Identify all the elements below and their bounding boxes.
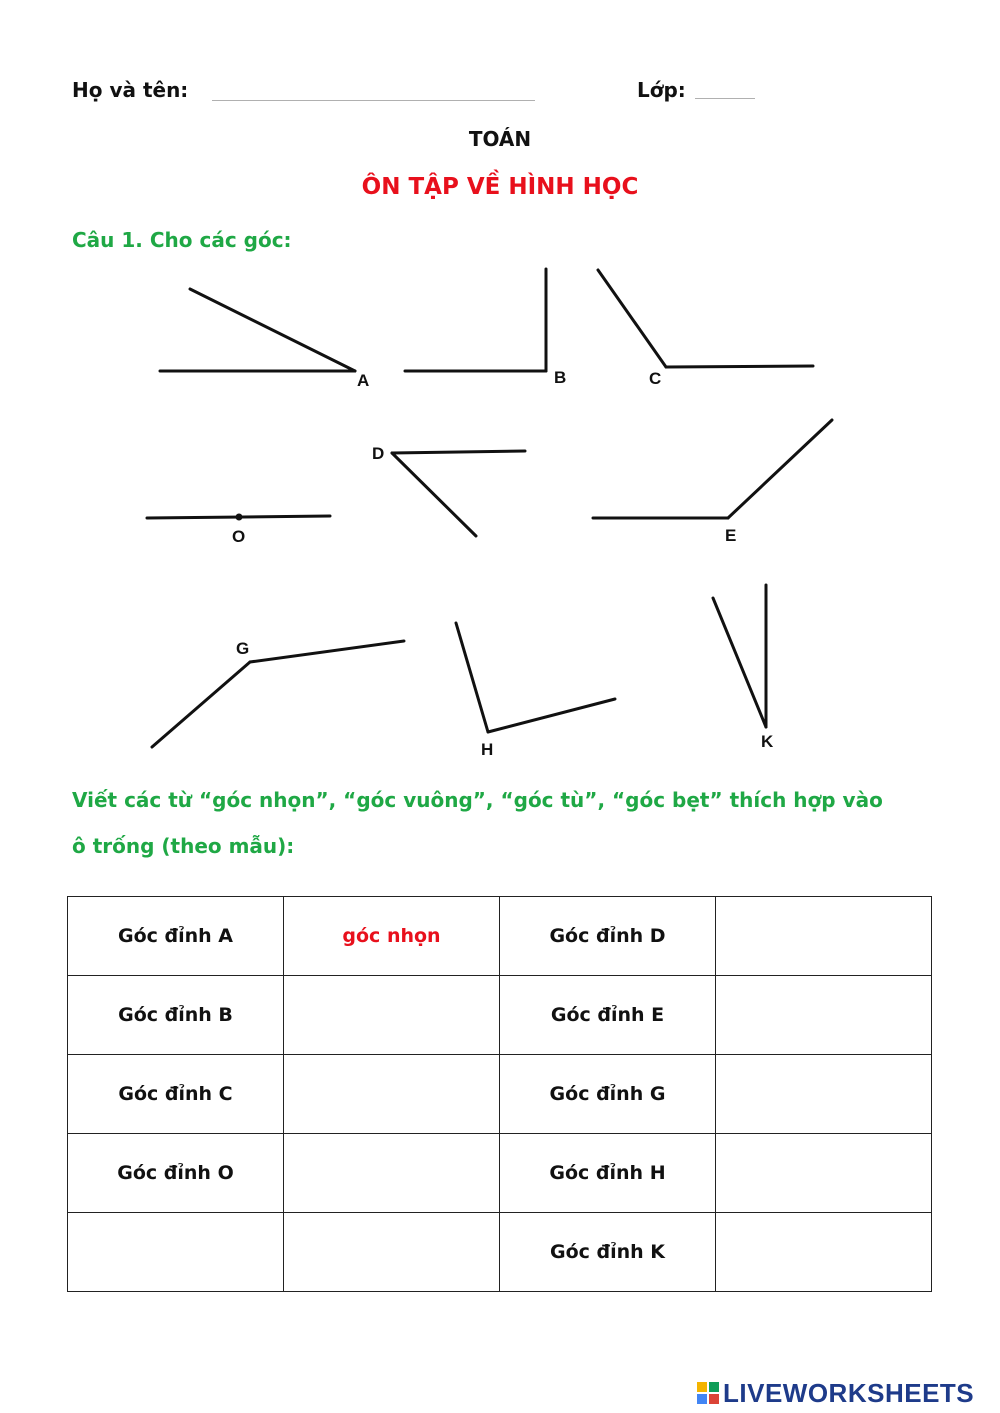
table-row [68,976,932,1055]
right-answer-cell[interactable] [716,1055,932,1134]
left-answer-cell[interactable] [284,1213,500,1292]
page-title: ÔN TẬP VỀ HÌNH HỌC [361,174,639,200]
name-input-line[interactable] [212,100,535,101]
label-a: A [357,371,370,390]
label-o: O [232,527,246,546]
angle-c [598,270,813,367]
angle-b [405,269,546,371]
angle-d [392,451,525,536]
left-label-cell: Góc đỉnh B [68,976,284,1055]
class-label: Lớp: [637,78,686,102]
table-row [68,1213,932,1292]
angle-e [593,420,832,518]
left-answer-cell[interactable] [284,1055,500,1134]
table-row [68,1134,932,1213]
table-row [68,1055,932,1134]
label-d: D [372,444,385,463]
left-label-cell: Góc đỉnh O [68,1134,284,1213]
right-label-cell: Góc đỉnh K [500,1213,716,1292]
label-h: H [481,740,494,759]
right-label-cell: Góc đỉnh H [500,1134,716,1213]
angle-g [152,641,404,747]
class-input-line[interactable] [695,98,755,99]
right-label-cell: Góc đỉnh D [500,897,716,976]
label-g: G [236,639,250,658]
liveworksheets-logo [697,1378,974,1408]
label-e: E [725,526,737,545]
instruction-line-2: ô trống (theo mẫu): [72,834,295,858]
instruction-line-1: Viết các từ “góc nhọn”, “góc vuông”, “góc tù”, “góc bẹt” thích hợp vào [72,788,883,812]
logo-icon [697,1382,719,1404]
subject-heading: TOÁN [468,127,532,151]
angles-figure [0,255,1000,775]
right-answer-cell[interactable] [716,1134,932,1213]
right-answer-cell[interactable] [716,976,932,1055]
left-label-cell: Góc đỉnh A [68,897,284,976]
angle-h [456,623,615,732]
left-answer-cell[interactable]: góc nhọn [284,897,500,976]
left-label-cell: Góc đỉnh C [68,1055,284,1134]
right-label-cell: Góc đỉnh G [500,1055,716,1134]
name-label: Họ và tên: [72,78,189,102]
angle-a [160,289,355,371]
label-k: K [761,732,774,751]
label-c: C [649,369,662,388]
logo-text: LIVEWORKSHEETS [723,1377,975,1408]
left-label-cell [68,1213,284,1292]
left-answer-cell[interactable] [284,1134,500,1213]
right-answer-cell[interactable] [716,1213,932,1292]
right-label-cell: Góc đỉnh E [500,976,716,1055]
table-row [68,897,932,976]
answer-table [67,896,932,1292]
right-answer-cell[interactable] [716,897,932,976]
point-o [236,514,243,521]
angle-k [713,585,766,727]
left-answer-cell[interactable] [284,976,500,1055]
label-b: B [554,368,567,387]
question-1: Câu 1. Cho các góc: [72,228,292,252]
